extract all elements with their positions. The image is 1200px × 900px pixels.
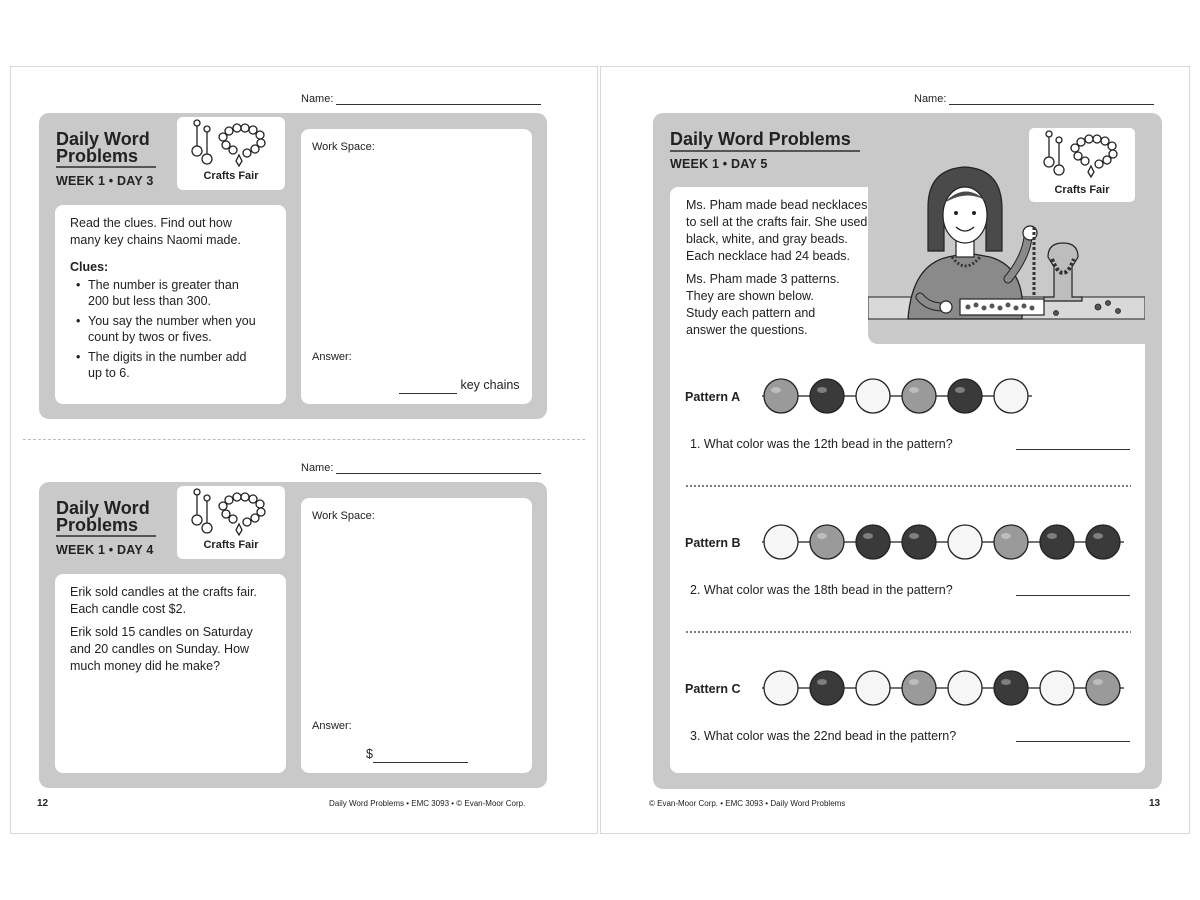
name-rule [949, 94, 1154, 105]
bead-highlight [817, 533, 827, 539]
name-line-day4 [301, 462, 541, 474]
pattern-a-label: Pattern A [685, 390, 741, 404]
series-title-line2: Problems [56, 146, 139, 166]
theme-box [1028, 127, 1136, 203]
answer-unit: key chains [460, 378, 520, 392]
problem-line: Erik sold 15 candles on Saturday [70, 625, 253, 639]
bead-highlight [1093, 533, 1103, 539]
bead-highlight [863, 533, 873, 539]
bead-gray [810, 525, 844, 559]
series-title-line1: Daily Word [56, 498, 150, 518]
series-title [56, 131, 150, 165]
title-underline [670, 150, 860, 152]
bead-black [994, 671, 1028, 705]
answer-blank[interactable] [399, 382, 457, 394]
problem-text [70, 215, 241, 249]
footer-right: © Evan-Moor Corp. • EMC 3093 • Daily Word Problems [649, 799, 846, 808]
theme-box [177, 486, 285, 559]
theme-label: Crafts Fair [203, 170, 259, 182]
page-number-left: 12 [37, 798, 49, 809]
story-line: Ms. Pham made bead necklaces [686, 198, 868, 212]
story-line: They are shown below. [686, 289, 814, 303]
bead-highlight [1001, 533, 1011, 539]
day4-problem-panel [55, 574, 286, 773]
story-line: black, white, and gray beads. [686, 232, 848, 246]
story-line: Ms. Pham made 3 patterns. [686, 272, 840, 286]
left-page [10, 66, 598, 834]
work-space-label: Work Space: [312, 141, 375, 153]
question-1-answer-line[interactable] [1016, 449, 1130, 450]
bead-black [856, 525, 890, 559]
clue-line: • The number is greater than [88, 278, 239, 292]
bead-highlight [909, 679, 919, 685]
question-2: 2. What color was the 18th bead in the pattern? [690, 583, 953, 597]
bead-white [764, 525, 798, 559]
title-underline [56, 535, 156, 537]
story-line: answer the questions. [686, 323, 808, 337]
bead-highlight [909, 387, 919, 393]
weekday-label: WEEK 1 • DAY 5 [670, 157, 768, 171]
bead-black [810, 379, 844, 413]
problem-line: and 20 candles on Sunday. How [70, 642, 250, 656]
answer-field[interactable] [366, 746, 468, 763]
pattern-b-label: Pattern B [685, 536, 741, 550]
story-line: Each necklace had 24 beads. [686, 249, 851, 263]
bead-black [948, 379, 982, 413]
answer-label: Answer: [312, 720, 352, 732]
pattern-c-beads [762, 665, 1142, 711]
bead-highlight [1047, 533, 1057, 539]
name-label: Name: [914, 93, 947, 105]
weekday-label: WEEK 1 • DAY 3 [56, 174, 154, 188]
bead-highlight [817, 387, 827, 393]
answer-prefix: $ [366, 747, 373, 761]
problem-text [70, 584, 257, 675]
question-3-answer-line[interactable] [1016, 741, 1130, 742]
pattern-c-label: Pattern C [685, 682, 741, 696]
theme-box [177, 117, 285, 190]
bead-white [764, 671, 798, 705]
bead-black [1040, 525, 1074, 559]
bead-gray [902, 379, 936, 413]
question-3: 3. What color was the 22nd bead in the pattern? [690, 729, 957, 743]
footer-left: Daily Word Problems • EMC 3093 • © Evan-Moor Corp. [329, 799, 526, 808]
name-line-day5 [914, 93, 1154, 105]
clue-line: count by twos or fives. [88, 330, 212, 344]
bead-white [856, 671, 890, 705]
story-line: to sell at the crafts fair. She used [686, 215, 868, 229]
name-rule [336, 94, 541, 105]
clue-item [70, 349, 280, 381]
clue-line: • The digits in the number add [88, 350, 247, 364]
answer-blank[interactable] [373, 751, 468, 763]
bead-black [1086, 525, 1120, 559]
bead-gray [1086, 671, 1120, 705]
problem-line: Erik sold candles at the crafts fair. [70, 585, 257, 599]
clue-line: up to 6. [88, 366, 130, 380]
bead-highlight [1093, 679, 1103, 685]
bead-white [994, 379, 1028, 413]
name-label: Name: [301, 462, 334, 474]
bead-bracelet-icon [189, 488, 273, 538]
bead-white [1040, 671, 1074, 705]
clue-line: • You say the number when you [88, 314, 256, 328]
bead-bracelet-icon [1041, 130, 1125, 180]
bead-divider [685, 630, 1131, 634]
day5-card [653, 113, 1162, 789]
pattern-b-beads [762, 519, 1142, 565]
work-space-label: Work Space: [312, 510, 375, 522]
series-title-line2: Problems [56, 515, 139, 535]
right-page [600, 66, 1190, 834]
bead-white [948, 671, 982, 705]
question-2-answer-line[interactable] [1016, 595, 1130, 596]
bead-divider [685, 484, 1131, 488]
clue-item [70, 277, 280, 309]
answer-label: Answer: [312, 351, 352, 363]
bead-white [948, 525, 982, 559]
series-title [56, 500, 150, 534]
day4-card [39, 482, 547, 788]
bead-highlight [955, 387, 965, 393]
bead-gray [994, 525, 1028, 559]
bead-black [810, 671, 844, 705]
story-text [686, 197, 867, 339]
bead-highlight [909, 533, 919, 539]
day4-work-panel [301, 498, 532, 773]
story-line: Study each pattern and [686, 306, 816, 320]
page-divider [23, 439, 585, 440]
day3-card [39, 113, 547, 419]
clues-list [70, 277, 280, 385]
bead-gray [902, 671, 936, 705]
problem-line: Read the clues. Find out how [70, 216, 232, 230]
theme-label: Crafts Fair [1054, 184, 1110, 196]
title-underline [56, 166, 156, 168]
name-rule [336, 463, 541, 474]
bead-highlight [1001, 679, 1011, 685]
bead-white [856, 379, 890, 413]
weekday-label: WEEK 1 • DAY 4 [56, 543, 154, 557]
problem-line: Each candle cost $2. [70, 602, 187, 616]
answer-field[interactable] [399, 377, 520, 394]
bead-black [902, 525, 936, 559]
day5-main-panel [670, 184, 1145, 773]
problem-line: much money did he make? [70, 659, 221, 673]
question-1: 1. What color was the 12th bead in the pattern? [690, 437, 953, 451]
series-title-line1: Daily Word [56, 129, 150, 149]
name-line-day3 [301, 93, 541, 105]
page-number-right: 13 [1149, 798, 1161, 809]
bead-highlight [771, 387, 781, 393]
problem-line: many key chains Naomi made. [70, 233, 241, 247]
theme-label: Crafts Fair [203, 539, 259, 551]
bead-highlight [817, 679, 827, 685]
clue-item [70, 313, 280, 345]
bead-gray [764, 379, 798, 413]
bead-bracelet-icon [189, 119, 273, 169]
name-label: Name: [301, 93, 334, 105]
day3-work-panel [301, 129, 532, 404]
day3-problem-panel [55, 205, 286, 404]
clues-heading: Clues: [70, 260, 109, 274]
pattern-a-beads [762, 373, 1062, 419]
clue-line: 200 but less than 300. [88, 294, 212, 308]
series-title: Daily Word Problems [670, 129, 851, 149]
